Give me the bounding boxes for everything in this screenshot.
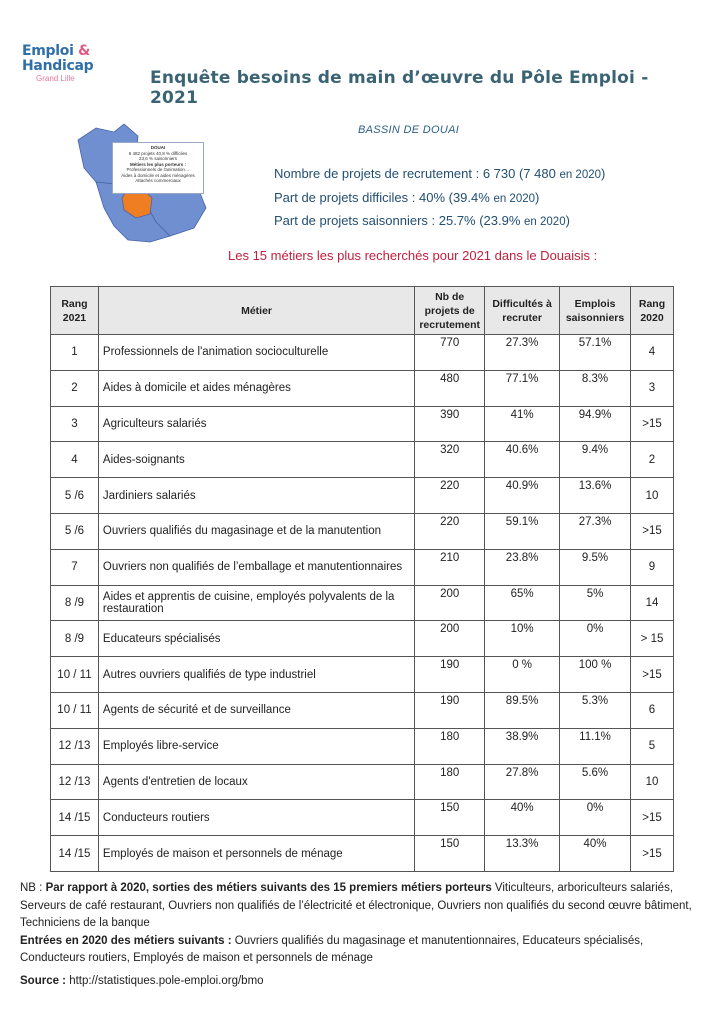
cell-rank-2020: >15 — [631, 800, 674, 836]
cell-nb-projects: 190 — [415, 657, 485, 693]
stat-seasonal: Part de projets saisonniers : 25.7% (23.9% en 2020) — [274, 213, 570, 228]
cell-rank-2020: 2 — [631, 442, 674, 478]
cell-rank-2021: 1 — [51, 335, 99, 371]
cell-rank-2020: >15 — [631, 657, 674, 693]
logo-line3: Grand Lille — [36, 74, 75, 83]
cell-metier: Aides à domicile et aides ménagères — [98, 370, 414, 406]
cell-metier: Jardiniers salariés — [98, 478, 414, 514]
table-row — [51, 657, 674, 693]
cell-difficulties: 10% — [485, 621, 560, 657]
cell-rank-2021: 7 — [51, 549, 99, 585]
cell-rank-2020: >15 — [631, 406, 674, 442]
notes-entries: Entrées en 2020 des métiers suivants : Ouvriers qualifiés du magasinage et manutentionnaires, Educateurs spécialisés, Conducteurs routiers, Employés de maison et personnels de ménage — [20, 934, 644, 964]
cell-rank-2021: 2 — [51, 370, 99, 406]
cell-difficulties: 40% — [485, 800, 560, 836]
header-rank-2021: Rang 2021 — [51, 287, 99, 335]
table-row — [51, 442, 674, 478]
cell-metier: Agriculteurs salariés — [98, 406, 414, 442]
cell-difficulties: 89.5% — [485, 692, 560, 728]
cell-metier: Ouvriers non qualifiés de l’emballage et manutentionnaires — [98, 549, 414, 585]
cell-rank-2020: 3 — [631, 370, 674, 406]
map-info-line: 6 482 projets 40,8 % difficiles — [128, 150, 188, 156]
stat-recruitment: Nombre de projets de recrutement : 6 730 (7 480 en 2020) — [274, 166, 606, 181]
cell-difficulties: 38.9% — [485, 728, 560, 764]
stats-block — [274, 163, 605, 234]
table-row — [51, 549, 674, 585]
cell-nb-projects: 220 — [415, 513, 485, 549]
cell-metier: Employés libre-service — [98, 728, 414, 764]
cell-difficulties: 41% — [485, 406, 560, 442]
cell-rank-2021: 12 /13 — [51, 728, 99, 764]
cell-difficulties: 59.1% — [485, 513, 560, 549]
cell-difficulties: 40.9% — [485, 478, 560, 514]
cell-seasonal: 11.1% — [560, 728, 631, 764]
cell-rank-2021: 10 / 11 — [51, 692, 99, 728]
map-info-title: DOUAI — [150, 145, 166, 150]
table-row — [51, 836, 674, 872]
map-info-line: Aides à domicile et aides ménagères — [121, 172, 195, 178]
cell-metier: Agents de sécurité et de surveillance — [98, 692, 414, 728]
cell-difficulties: 0 % — [485, 657, 560, 693]
source-label: Source : — [20, 975, 67, 987]
cell-difficulties: 23.8% — [485, 549, 560, 585]
notes-block — [20, 880, 710, 968]
cell-rank-2020: 10 — [631, 478, 674, 514]
header-seasonal: Emplois saisonniers — [560, 287, 631, 335]
cell-metier: Aides-soignants — [98, 442, 414, 478]
cell-nb-projects: 150 — [415, 836, 485, 872]
jobs-table — [50, 286, 674, 872]
notes-exits: NB : Par rapport à 2020, sorties des métiers suivants des 15 premiers métiers porteurs Viticulteurs, arboriculteurs salariés, Serveurs de café restaurant, Ouvriers non qualifiés de l’électricité et électronique, Ouvriers non qualifiés du second œuvre bâtiment, Techniciens de la banque — [20, 882, 692, 929]
cell-difficulties: 27.3% — [485, 335, 560, 371]
cell-difficulties: 65% — [485, 585, 560, 621]
cell-rank-2020: 4 — [631, 335, 674, 371]
table-row — [51, 585, 674, 621]
logo-ampersand: & — [78, 43, 91, 59]
table-row — [51, 621, 674, 657]
cell-rank-2021: 10 / 11 — [51, 657, 99, 693]
cell-difficulties: 13.3% — [485, 836, 560, 872]
cell-seasonal: 57.1% — [560, 335, 631, 371]
cell-nb-projects: 180 — [415, 764, 485, 800]
cell-seasonal: 9.4% — [560, 442, 631, 478]
map-info-line: Attachés commerciaux — [135, 178, 181, 183]
cell-nb-projects: 150 — [415, 800, 485, 836]
cell-rank-2021: 8 /9 — [51, 621, 99, 657]
cell-metier: Employés de maison et personnels de ménage — [98, 836, 414, 872]
table-row — [51, 513, 674, 549]
cell-metier: Aides et apprentis de cuisine, employés polyvalents de la restauration — [98, 585, 414, 621]
table-subtitle: Les 15 métiers les plus recherchés pour 2021 dans le Douaisis : — [228, 248, 598, 263]
cell-rank-2020: 10 — [631, 764, 674, 800]
table-row — [51, 800, 674, 836]
page-title: Enquête besoins de main d’œuvre du Pôle Emploi - 2021 — [150, 68, 649, 108]
cell-seasonal: 5.6% — [560, 764, 631, 800]
cell-rank-2021: 8 /9 — [51, 585, 99, 621]
cell-rank-2021: 3 — [51, 406, 99, 442]
cell-difficulties: 77.1% — [485, 370, 560, 406]
table-row — [51, 692, 674, 728]
stat-difficult: Part de projets difficiles : 40% (39.4% en 2020) — [274, 189, 540, 205]
header-metier: Métier — [98, 287, 414, 335]
cell-rank-2020: >15 — [631, 836, 674, 872]
cell-rank-2021: 5 /6 — [51, 478, 99, 514]
logo-line2: Handicap — [22, 58, 94, 74]
table-row — [51, 764, 674, 800]
cell-seasonal: 100 % — [560, 657, 631, 693]
table-row — [51, 335, 674, 371]
cell-seasonal: 13.6% — [560, 478, 631, 514]
cell-rank-2021: 5 /6 — [51, 513, 99, 549]
cell-nb-projects: 220 — [415, 478, 485, 514]
cell-rank-2020: > 15 — [631, 621, 674, 657]
table-header-row — [51, 287, 674, 335]
cell-nb-projects: 480 — [415, 370, 485, 406]
cell-rank-2020: >15 — [631, 513, 674, 549]
cell-metier: Autres ouvriers qualifiés de type industriel — [98, 657, 414, 693]
header-rank-2020: Rang 2020 — [631, 287, 674, 335]
map-info-line: 23,6 % saisonniers — [138, 156, 178, 161]
table-row — [51, 406, 674, 442]
cell-metier: Agents d'entretien de locaux — [98, 764, 414, 800]
cell-nb-projects: 320 — [415, 442, 485, 478]
source-line — [20, 975, 264, 987]
cell-rank-2020: 9 — [631, 549, 674, 585]
cell-rank-2020: 14 — [631, 585, 674, 621]
cell-rank-2021: 14 /15 — [51, 836, 99, 872]
map-info-box — [112, 142, 204, 194]
map-info-line: Métiers les plus porteurs : — [129, 161, 186, 167]
cell-nb-projects: 770 — [415, 335, 485, 371]
cell-nb-projects: 200 — [415, 585, 485, 621]
cell-nb-projects: 210 — [415, 549, 485, 585]
table-row — [51, 370, 674, 406]
cell-nb-projects: 180 — [415, 728, 485, 764]
cell-seasonal: 94.9% — [560, 406, 631, 442]
table-row — [51, 478, 674, 514]
cell-seasonal: 0% — [560, 621, 631, 657]
emploi-handicap-logo — [22, 44, 112, 84]
cell-seasonal: 8.3% — [560, 370, 631, 406]
cell-rank-2021: 14 /15 — [51, 800, 99, 836]
cell-seasonal: 5.3% — [560, 692, 631, 728]
cell-nb-projects: 200 — [415, 621, 485, 657]
cell-rank-2021: 4 — [51, 442, 99, 478]
header-nb-projects: Nb de projets de recrutement — [415, 287, 485, 335]
cell-metier: Professionnels de l'animation socioculturelle — [98, 335, 414, 371]
logo-line1: Emploi — [22, 43, 74, 59]
cell-rank-2020: 6 — [631, 692, 674, 728]
cell-seasonal: 9.5% — [560, 549, 631, 585]
cell-metier: Conducteurs routiers — [98, 800, 414, 836]
cell-seasonal: 27.3% — [560, 513, 631, 549]
cell-nb-projects: 390 — [415, 406, 485, 442]
map-info-line: Professionnels de l'animation… — [126, 167, 190, 172]
cell-seasonal: 40% — [560, 836, 631, 872]
header-difficulties: Difficultés à recruter — [485, 287, 560, 335]
cell-seasonal: 5% — [560, 585, 631, 621]
cell-nb-projects: 190 — [415, 692, 485, 728]
table-row — [51, 728, 674, 764]
cell-rank-2020: 5 — [631, 728, 674, 764]
cell-difficulties: 27.8% — [485, 764, 560, 800]
cell-difficulties: 40.6% — [485, 442, 560, 478]
cell-metier: Educateurs spécialisés — [98, 621, 414, 657]
basin-label: BASSIN DE DOUAI — [358, 124, 460, 136]
cell-seasonal: 0% — [560, 800, 631, 836]
cell-metier: Ouvriers qualifiés du magasinage et de la manutention — [98, 513, 414, 549]
source-url[interactable]: http://statistiques.pole-emploi.org/bmo — [69, 975, 264, 987]
cell-rank-2021: 12 /13 — [51, 764, 99, 800]
